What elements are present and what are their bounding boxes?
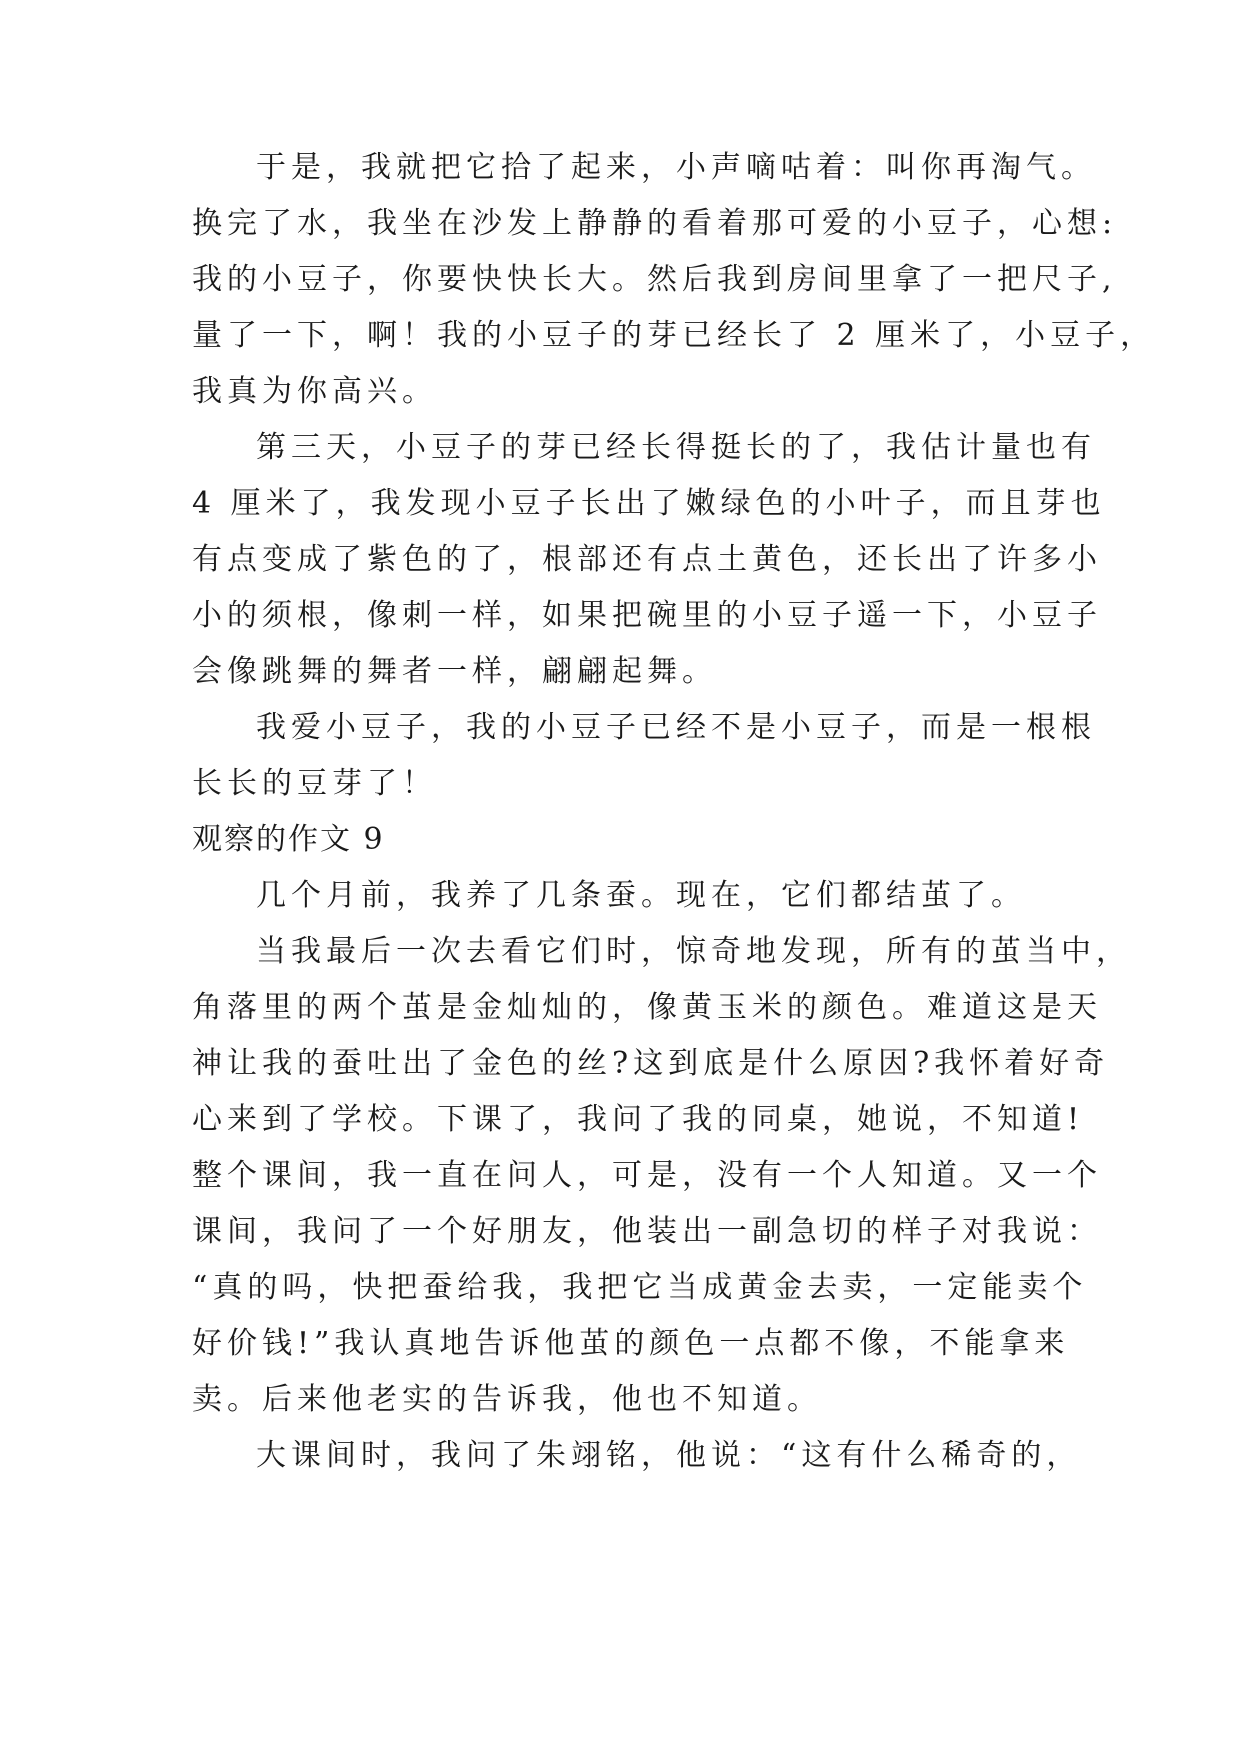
text-line: 我真为你高兴。 [192,374,437,409]
text-line: 换完了水，我坐在沙发上静静的看着那可爱的小豆子，心想: [192,206,1118,241]
text-line: 小的须根，像刺一样，如果把碗里的小豆子遥一下，小豆子 [192,598,1102,633]
text-line: 量了一下，啊！我的小豆子的芽已经长了 2 厘米了，小豆子， [192,318,1156,353]
text-line: 卖。后来他老实的告诉我，他也不知道。 [192,1382,822,1417]
text-line: 大课间时，我问了朱翊铭，他说：“这有什么稀奇的， [256,1438,1082,1473]
text-line: 于是，我就把它拾了起来，小声嘀咕着：叫你再淘气。 [256,150,1096,185]
text-line: 神让我的蚕吐出了金色的丝?这到底是什么原因?我怀着好奇 [192,1046,1110,1081]
text-line: 长长的豆芽了！ [192,766,437,801]
text-line: 整个课间，我一直在问人，可是，没有一个人知道。又一个 [192,1158,1102,1193]
text-line: 角落里的两个茧是金灿灿的，像黄玉米的颜色。难道这是天 [192,990,1102,1025]
text-line: “真的吗，快把蚕给我，我把它当成黄金去卖，一定能卖个 [192,1270,1088,1305]
text-line: 有点变成了紫色的了，根部还有点土黄色，还长出了许多小 [192,542,1102,577]
text-line: 几个月前，我养了几条蚕。现在，它们都结茧了。 [256,878,1026,913]
text-line: 会像跳舞的舞者一样，翩翩起舞。 [192,654,717,689]
text-line: 当我最后一次去看它们时，惊奇地发现，所有的茧当中， [256,934,1131,969]
text-line: 4 厘米了，我发现小豆子长出了嫩绿色的小叶子，而且芽也 [192,486,1106,521]
text-line: 课间，我问了一个好朋友，他装出一副急切的样子对我说： [192,1214,1102,1249]
text-line: 好价钱!”我认真地告诉他茧的颜色一点都不像，不能拿来 [192,1326,1070,1361]
text-line: 我爱小豆子，我的小豆子已经不是小豆子，而是一根根 [256,710,1096,745]
text-line: 我的小豆子，你要快快长大。然后我到房间里拿了一把尺子, [192,262,1117,297]
text-line: 心来到了学校。下课了，我问了我的同桌，她说，不知道! [192,1102,1085,1137]
section-title: 观察的作文 9 [192,822,385,857]
text-line: 第三天，小豆子的芽已经长得挺长的了，我估计量也有 [256,430,1096,465]
